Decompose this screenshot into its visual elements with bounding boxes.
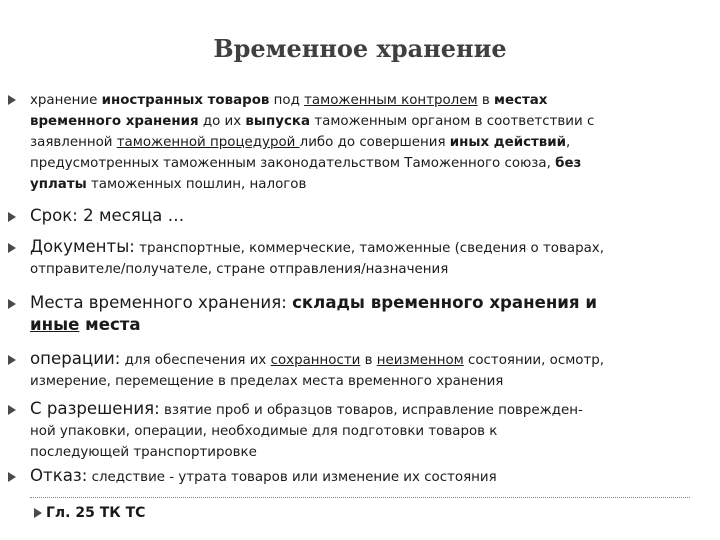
bullet-places: Места временного хранения: склады временного хранения и иные места [30, 292, 716, 336]
bullet-arrow-icon [8, 355, 16, 365]
definition-line-2: временного хранения до их выпуска таможенным органом в соответствии с [30, 114, 595, 129]
bullet-arrow-icon [8, 243, 16, 253]
bullet-arrow-icon [8, 212, 16, 222]
legal-reference: Гл. 25 ТК ТС [30, 502, 145, 524]
bullet-arrow-icon [8, 472, 16, 482]
bullet-operations: операции: для обеспечения их сохранности в неизменном состоянии, осмотр, измерение, перемещение в пределах места временного хранения [30, 348, 716, 392]
definition-line-5: уплаты таможенных пошлин, налогов [30, 177, 307, 192]
bullet-arrow-icon [8, 299, 16, 309]
footer-divider [30, 497, 690, 498]
bullet-permission: С разрешения: взятие проб и образцов товаров, исправление поврежден- ной упаковки, операции, необходимые для подготовки товаров к последующей транспортировке [30, 398, 716, 463]
bullet-definition [30, 90, 716, 195]
bullet-refusal: Отказ: следствие - утрата товаров или изменение их состояния [30, 465, 716, 488]
definition-line-1: хранение иностранных товаров под таможенным контролем в местах [30, 93, 548, 108]
bullet-arrow-icon [8, 405, 16, 415]
bullet-arrow-icon [34, 508, 42, 518]
definition-line-3: заявленной таможенной процедурой либо до совершения иных действий, [30, 135, 571, 150]
bullet-term: Срок: 2 месяца … [30, 205, 716, 227]
slide-title: Временное хранение [213, 34, 507, 63]
definition-line-4: предусмотренных таможенным законодательством Таможенного союза, без [30, 156, 582, 171]
bullet-documents: Документы: транспортные, коммерческие, таможенные (сведения о товарах, отправителе/получателе, стране отправления/назначения [30, 236, 716, 280]
bullet-arrow-icon [8, 95, 16, 105]
